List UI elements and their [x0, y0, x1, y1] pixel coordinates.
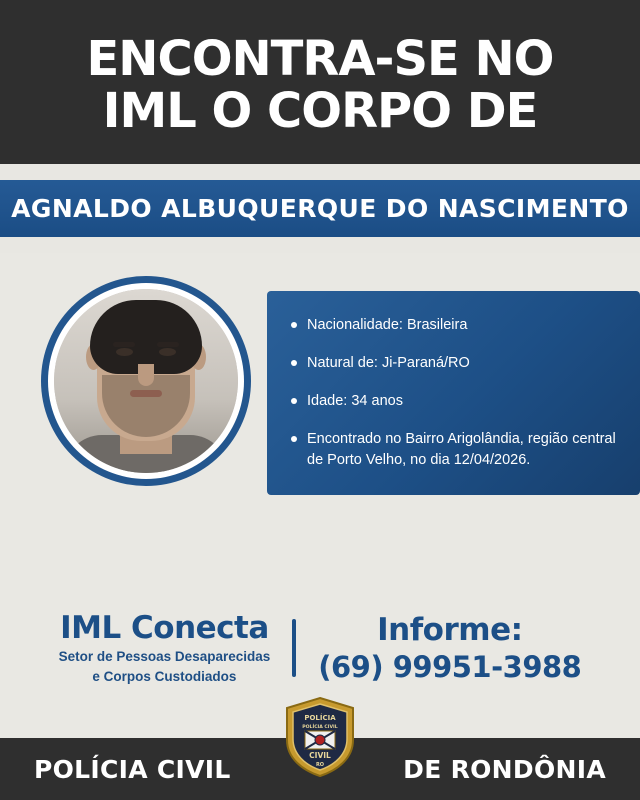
- details-panel: [267, 291, 640, 495]
- mouth-shape: [130, 390, 162, 397]
- list-item: Encontrado no Bairro Arigolândia, região central de Porto Velho, no dia 12/04/2026.: [289, 429, 622, 471]
- info-column: [241, 275, 614, 592]
- nose-shape: [138, 364, 154, 386]
- footer-left-text: POLÍCIA CIVIL: [34, 754, 231, 784]
- svg-text:RO: RO: [315, 762, 325, 768]
- list-item: Natural de: Ji-Paraná/RO: [289, 353, 622, 374]
- hair-shape: [90, 300, 202, 374]
- vertical-divider: [292, 619, 296, 677]
- program-subtitle-line2: e Corpos Custodiados: [92, 668, 237, 684]
- list-item: Idade: 34 anos: [289, 391, 622, 412]
- person-name: AGNALDO ALBUQUERQUE DO NASCIMENTO: [0, 180, 640, 237]
- informe-label: Informe:: [377, 611, 523, 648]
- list-item: Nacionalidade: Brasileira: [289, 315, 622, 336]
- details-list: [289, 315, 622, 471]
- svg-text:POLÍCIA CIVIL: POLÍCIA CIVIL: [302, 725, 338, 730]
- header-line-1: ENCONTRA-SE NO: [86, 31, 554, 87]
- poster-header: [0, 0, 640, 164]
- eyebrow-right-shape: [157, 342, 179, 347]
- svg-text:POLÍCIA: POLÍCIA: [304, 714, 336, 722]
- program-subtitle-line1: Setor de Pessoas Desaparecidas: [58, 648, 271, 664]
- eyebrow-left-shape: [113, 342, 135, 347]
- eye-right-shape: [159, 348, 176, 356]
- portrait-photo: [54, 289, 238, 473]
- photo-column: [26, 275, 241, 592]
- footer-right-text: DE RONDÔNIA: [403, 754, 606, 784]
- poster-body: [0, 253, 640, 592]
- phone-number[interactable]: (69) 99951-3988: [318, 649, 582, 684]
- police-badge-icon: [283, 696, 357, 778]
- portrait-frame: [48, 283, 244, 479]
- svg-text:CIVIL: CIVIL: [309, 751, 331, 760]
- program-title: IML Conecta: [60, 609, 269, 646]
- contact-section: [0, 592, 640, 692]
- eye-left-shape: [116, 348, 133, 356]
- badge-container: [0, 692, 640, 768]
- informe-block: [318, 612, 581, 684]
- header-line-2: IML O CORPO DE: [102, 82, 538, 139]
- name-band-container: [0, 164, 640, 253]
- program-block: [59, 610, 271, 686]
